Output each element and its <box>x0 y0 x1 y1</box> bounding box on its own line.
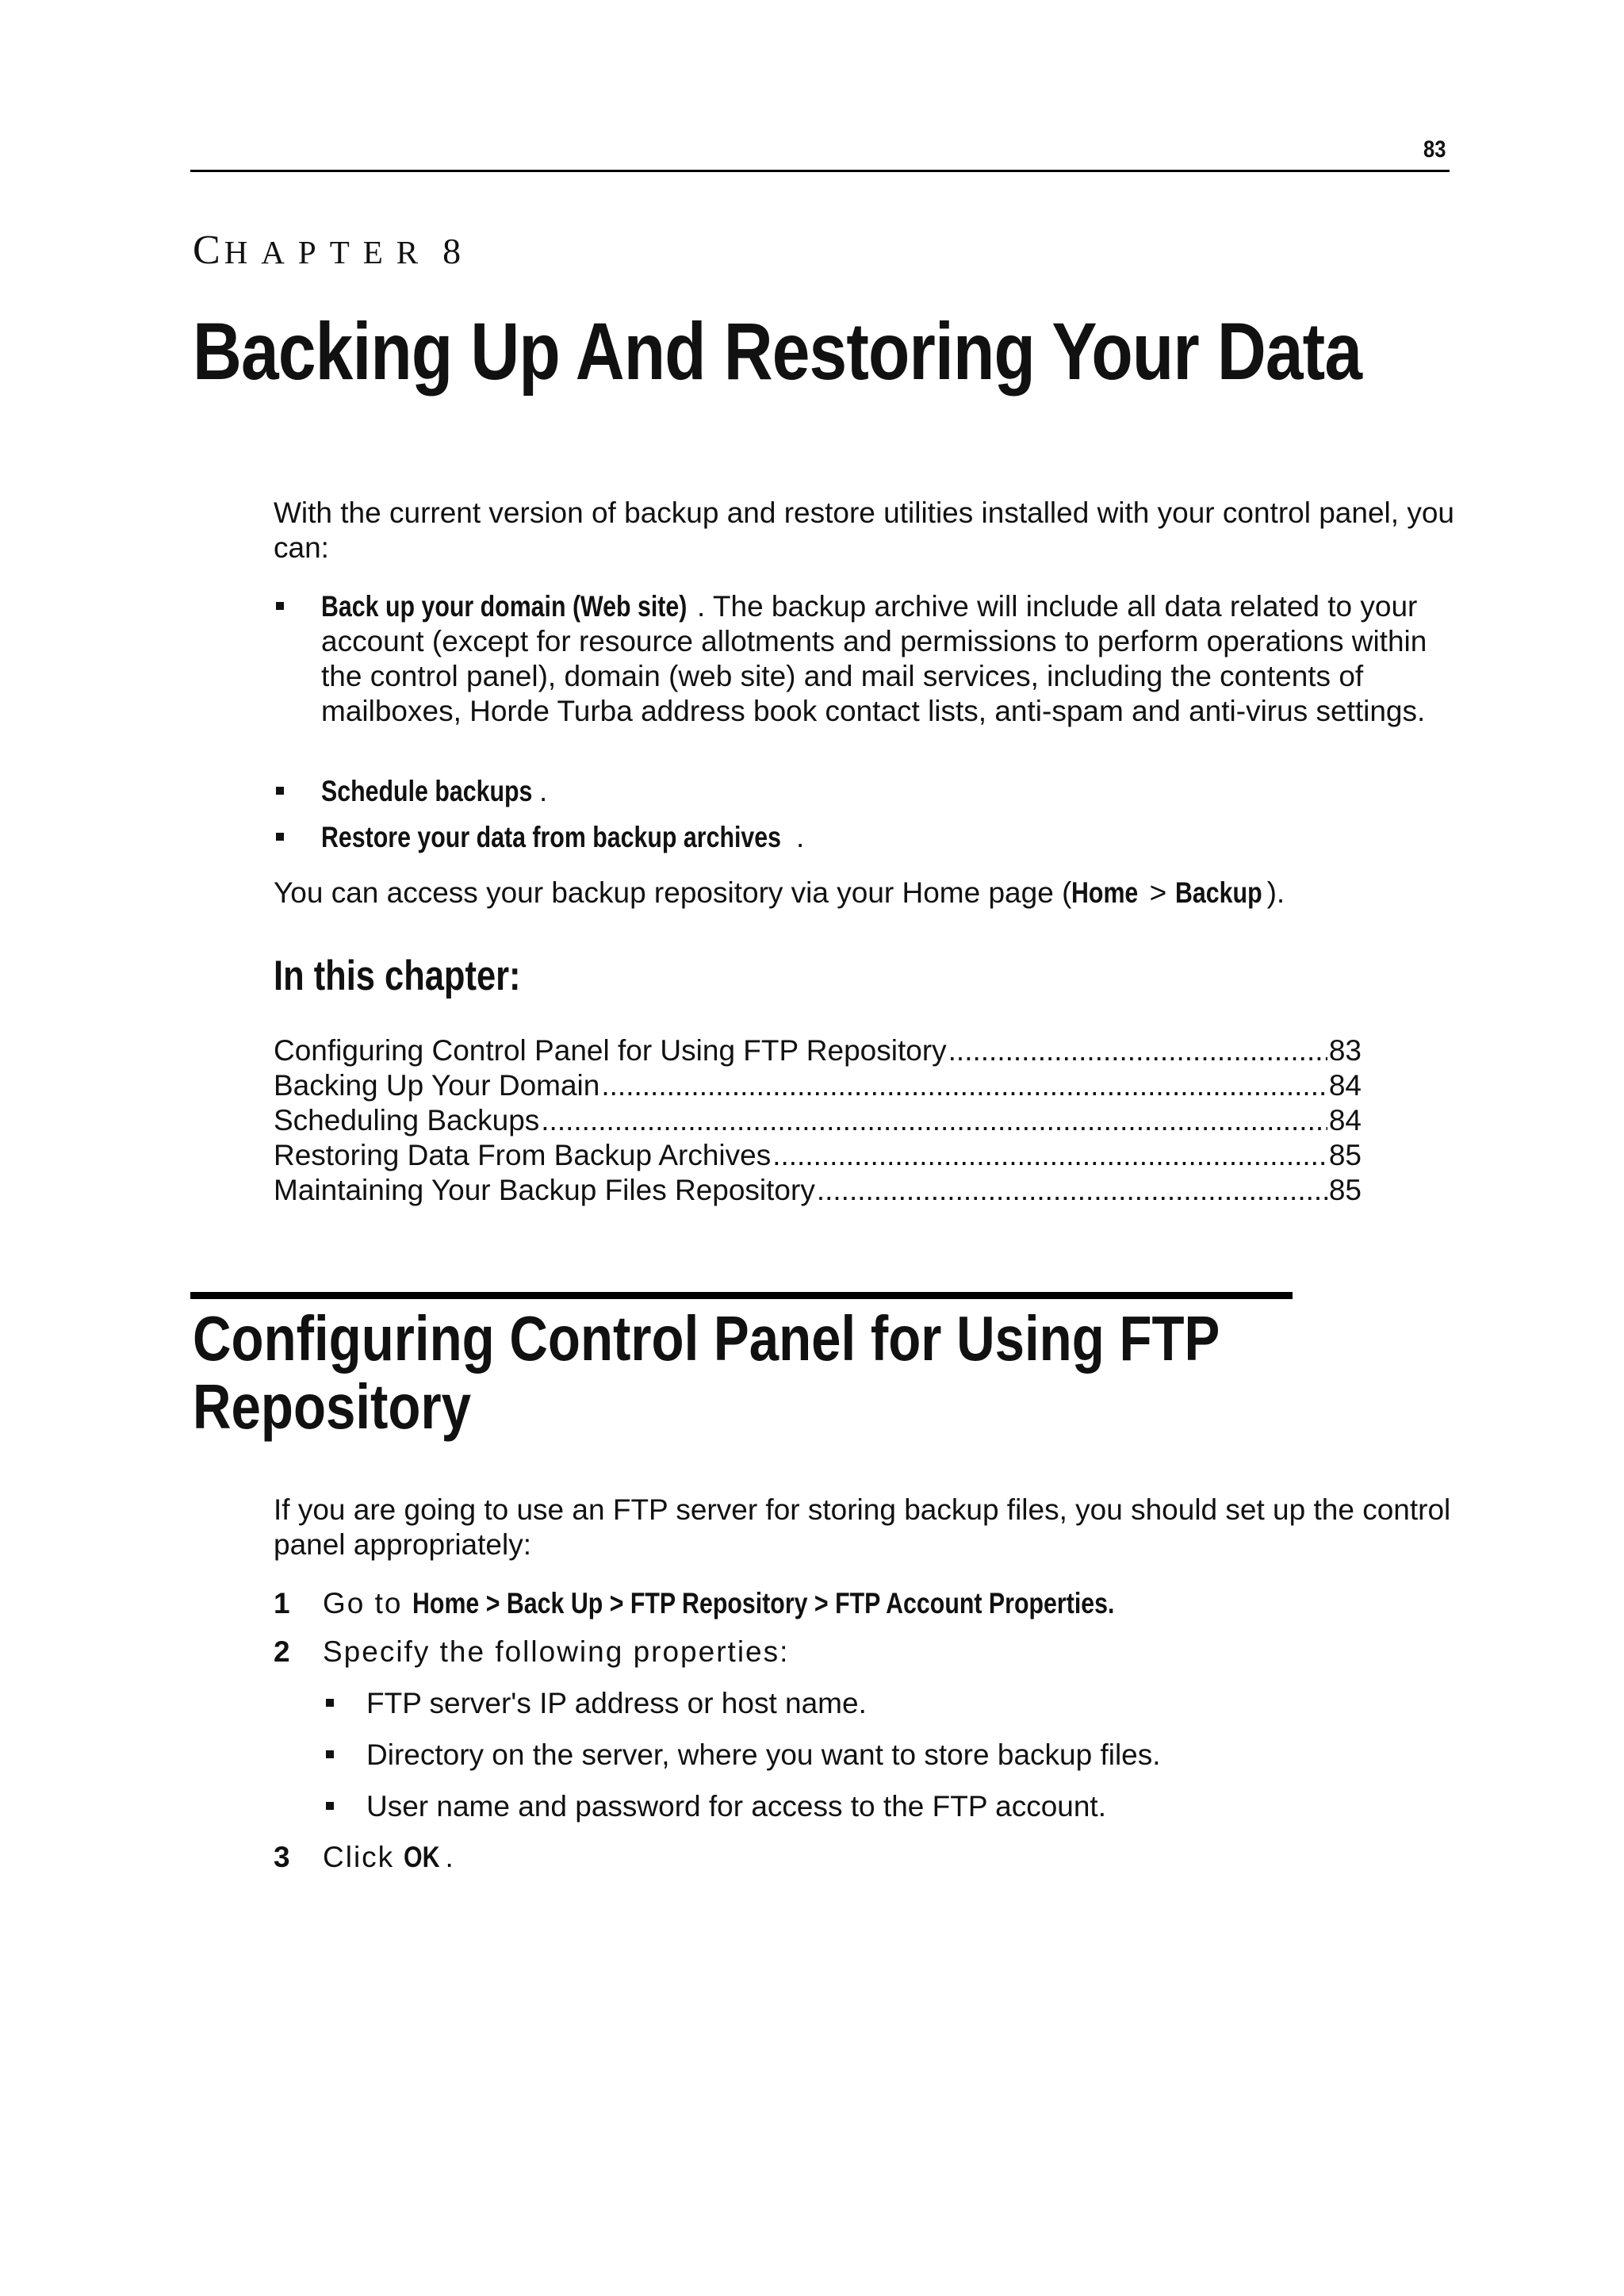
table-of-contents <box>274 1033 1362 1208</box>
header-rule <box>190 170 1450 172</box>
step-suffix: . <box>445 1841 455 1873</box>
bullet-square-icon <box>326 1699 334 1707</box>
toc-entry-title: Backing Up Your Domain <box>274 1069 600 1102</box>
property-text: User name and password for access to the FTP account. <box>366 1790 1106 1823</box>
toc-entry-page: 85 <box>1328 1139 1362 1171</box>
property-text: Directory on the server, where you want to store backup files. <box>366 1738 1161 1771</box>
bullet-rest: . <box>539 775 548 807</box>
toc-entry-title: Restoring Data From Backup Archives <box>274 1139 772 1171</box>
access-suffix: ). <box>1266 876 1285 909</box>
bullet-square-icon <box>326 1750 334 1758</box>
toc-leader-dots <box>772 1138 1327 1173</box>
toc-entry[interactable] <box>274 1173 1362 1208</box>
toc-entry-page: 83 <box>1328 1034 1362 1067</box>
in-this-chapter-heading: In this chapter: <box>274 953 521 999</box>
intro-paragraph: With the current version of backup and restore utilities installed with your control panel, you can: <box>274 496 1454 564</box>
toc-entry[interactable] <box>274 1138 1362 1173</box>
step-bold-ok: OK <box>404 1841 440 1873</box>
toc-leader-dots <box>948 1033 1327 1068</box>
step-prefix: Go to <box>323 1587 412 1619</box>
chapter-title: Backing Up And Restoring Your Data <box>193 306 1362 397</box>
access-paragraph <box>274 876 1455 910</box>
step-text <box>323 1840 455 1875</box>
toc-entry-title: Maintaining Your Backup Files Repository <box>274 1174 815 1206</box>
step-number: 2 <box>274 1635 290 1668</box>
access-backup: Backup <box>1174 876 1262 909</box>
bullet-bold-term: Schedule backups <box>321 775 533 807</box>
step-text <box>323 1586 1213 1621</box>
section-intro-paragraph: If you are going to use an FTP server for storing backup files, you should set up the control panel appropriately: <box>274 1493 1451 1561</box>
chapter-label-rest: HAPTER <box>224 234 432 270</box>
bullet-rest: . <box>796 821 805 853</box>
section-rule <box>190 1292 1293 1299</box>
bullet-rest: . The backup archive will include all data related to your account (except for resource allotments and permissions to perform operations within the control panel), domain (web site) and mail services, including the contents of mailboxes, Horde Turba address book contact lists, anti-spam and anti-virus settings. <box>321 590 1427 727</box>
toc-entry-page: 85 <box>1328 1174 1362 1206</box>
toc-leader-dots <box>541 1103 1327 1138</box>
chapter-label-initial: C <box>193 228 224 273</box>
toc-entry-title: Configuring Control Panel for Using FTP Repository <box>274 1034 947 1067</box>
toc-leader-dots <box>817 1173 1327 1208</box>
bullet-bold-term: Restore your data from backup archives <box>321 821 782 853</box>
toc-entry-title: Scheduling Backups <box>274 1104 540 1137</box>
access-separator: > <box>1141 876 1175 909</box>
toc-entry-page: 84 <box>1328 1069 1362 1102</box>
toc-leader-dots <box>601 1068 1327 1103</box>
bullet-text <box>321 820 1455 855</box>
section-title: Configuring Control Panel for Using FTP Repository <box>193 1303 1220 1442</box>
bullet-square-icon <box>326 1802 334 1810</box>
chapter-label <box>193 227 461 274</box>
step-number: 1 <box>274 1587 290 1619</box>
bullet-text <box>321 589 1455 729</box>
step-text: Specify the following properties: <box>323 1635 790 1668</box>
step-prefix: Click <box>323 1841 404 1873</box>
access-home: Home <box>1071 876 1139 909</box>
page-number: 83 <box>1423 136 1446 163</box>
bullet-square-icon <box>276 833 284 841</box>
toc-entry-page: 84 <box>1328 1104 1362 1137</box>
toc-entry[interactable] <box>274 1068 1362 1103</box>
chapter-number: 8 <box>442 231 462 271</box>
bullet-square-icon <box>276 787 284 795</box>
access-prefix: You can access your backup repository via your Home page ( <box>274 876 1072 909</box>
property-text: FTP server's IP address or host name. <box>366 1687 867 1719</box>
bullet-bold-term: Back up your domain (Web site) <box>321 590 688 623</box>
bullet-square-icon <box>276 602 284 610</box>
toc-entry[interactable] <box>274 1103 1362 1138</box>
toc-entry[interactable] <box>274 1033 1362 1068</box>
bullet-text <box>321 774 1455 809</box>
step-bold-path: Home > Back Up > FTP Repository > FTP Account Properties. <box>412 1587 1115 1619</box>
step-number: 3 <box>274 1841 290 1873</box>
